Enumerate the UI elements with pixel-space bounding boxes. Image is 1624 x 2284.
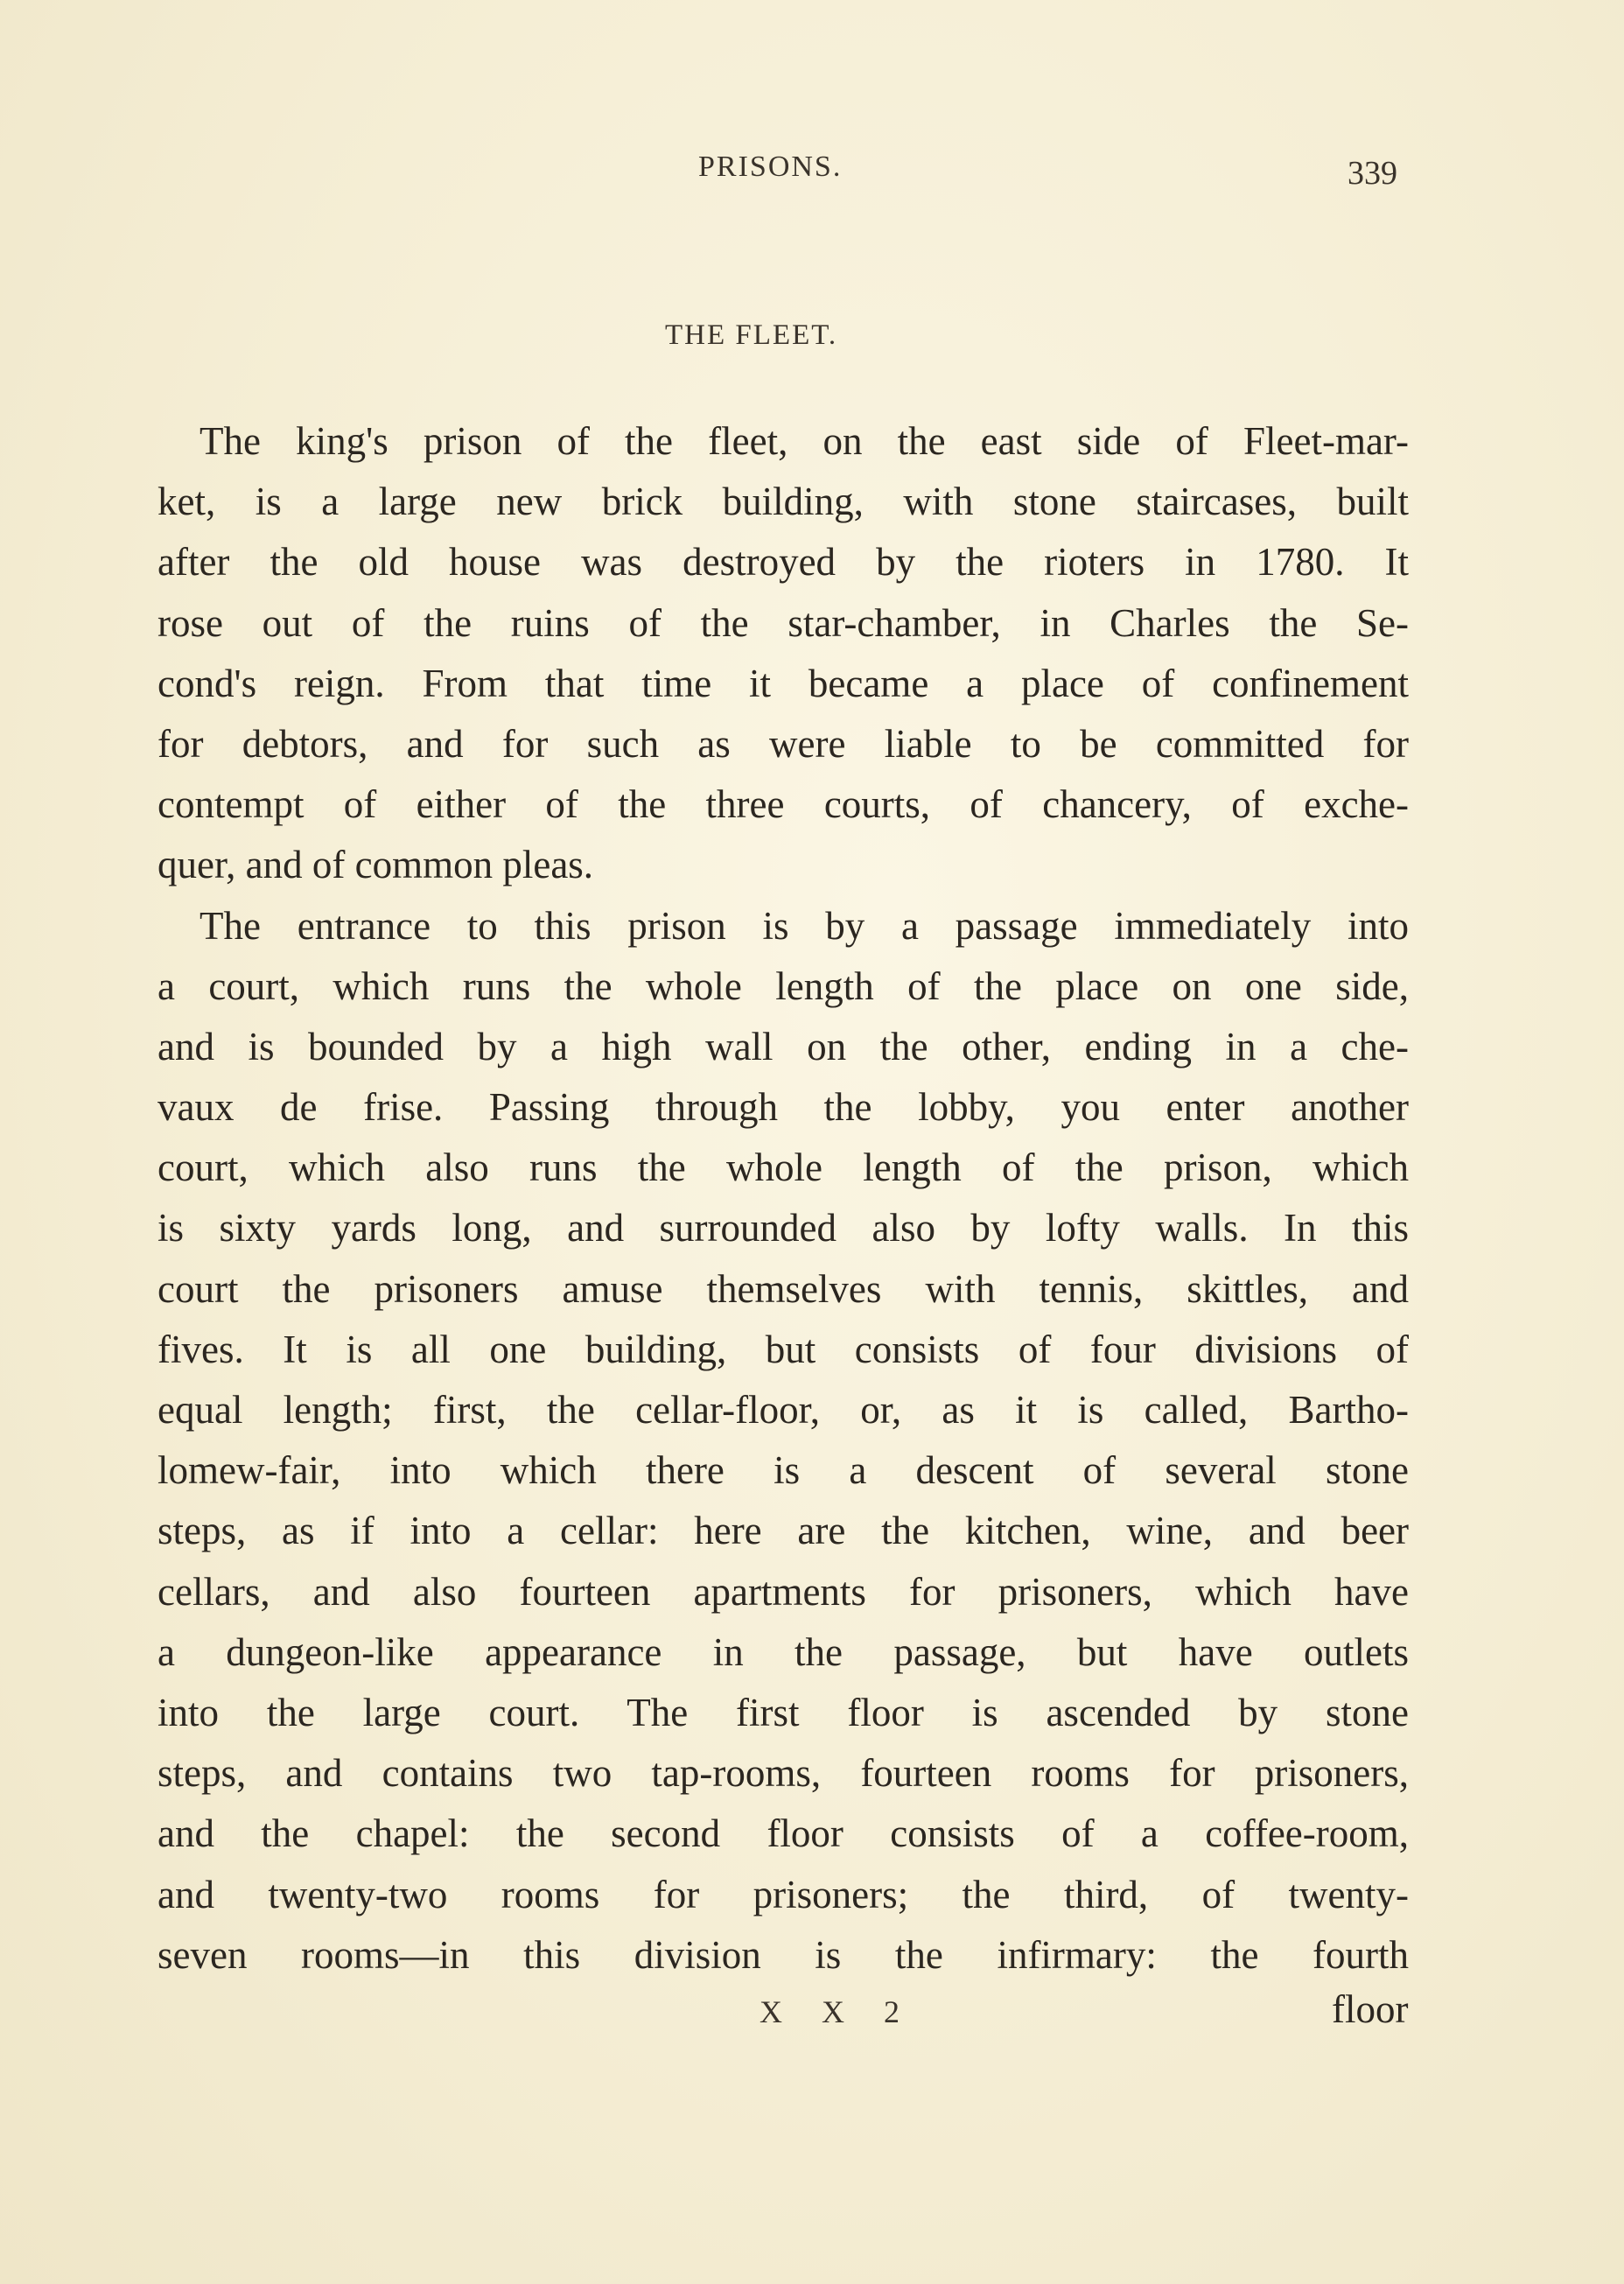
text-line: vaux de frise. Passing through the lobby, you enter another bbox=[158, 1085, 1409, 1130]
text-line: lomew-fair, into which there is a descent of several stone bbox=[158, 1448, 1409, 1493]
running-head: PRISONS. bbox=[698, 151, 843, 183]
catchword: floor bbox=[1332, 1987, 1409, 2031]
text-line: is sixty yards long, and surrounded also by lofty walls. In this bbox=[158, 1206, 1409, 1251]
page-number: 339 bbox=[1348, 155, 1397, 192]
text-line: The king's prison of the fleet, on the east side of Fleet-mar- bbox=[200, 419, 1409, 463]
text-line: a court, which runs the whole length of the place on one side, bbox=[158, 963, 1409, 1008]
text-line: and the chapel: the second floor consists of a coffee-room, bbox=[158, 1811, 1409, 1856]
text-line: a dungeon-like appearance in the passage, but have outlets bbox=[158, 1629, 1409, 1674]
text-line: quer, and of common pleas. bbox=[158, 843, 594, 887]
text-line: after the old house was destroyed by the rioters in 1780. It bbox=[158, 540, 1409, 585]
text-line: ket, is a large new brick building, with stone staircases, built bbox=[158, 480, 1409, 524]
text-line: court, which also runs the whole length of the prison, which bbox=[158, 1146, 1409, 1190]
text-line: and twenty-two rooms for prisoners; the third, of twenty- bbox=[158, 1872, 1409, 1916]
body-text bbox=[158, 411, 1409, 1986]
section-heading: THE FLEET. bbox=[665, 319, 838, 351]
text-line: steps, as if into a cellar: here are the kitchen, wine, and beer bbox=[158, 1509, 1409, 1553]
text-line: contempt of either of the three courts, of chancery, of exche- bbox=[158, 782, 1409, 827]
text-line: and is bounded by a high wall on the other, ending in a che- bbox=[158, 1024, 1409, 1068]
text-line: for debtors, and for such as were liable to be committed for bbox=[158, 721, 1409, 766]
text-line: steps, and contains two tap-rooms, fourteen rooms for prisoners, bbox=[158, 1751, 1409, 1796]
text-line: rose out of the ruins of the star-chamber, in Charles the Se- bbox=[158, 600, 1409, 645]
text-line: The entrance to this prison is by a passage immediately into bbox=[200, 903, 1409, 948]
text-line: equal length; first, the cellar-floor, or, as it is called, Bartho- bbox=[158, 1388, 1409, 1432]
text-line: seven rooms—in this division is the infirmary: the fourth bbox=[158, 1932, 1409, 1977]
text-line: cond's reign. From that time it became a place of confinement bbox=[158, 661, 1409, 705]
text-line: fives. It is all one building, but consists of four divisions of bbox=[158, 1327, 1409, 1371]
text-line: cellars, and also fourteen apartments for prisoners, which have bbox=[158, 1569, 1409, 1614]
text-line: court the prisoners amuse themselves with tennis, skittles, and bbox=[158, 1266, 1409, 1311]
text-line: into the large court. The first floor is ascended by stone bbox=[158, 1690, 1409, 1734]
printer-signature: X X 2 bbox=[760, 1994, 915, 2029]
